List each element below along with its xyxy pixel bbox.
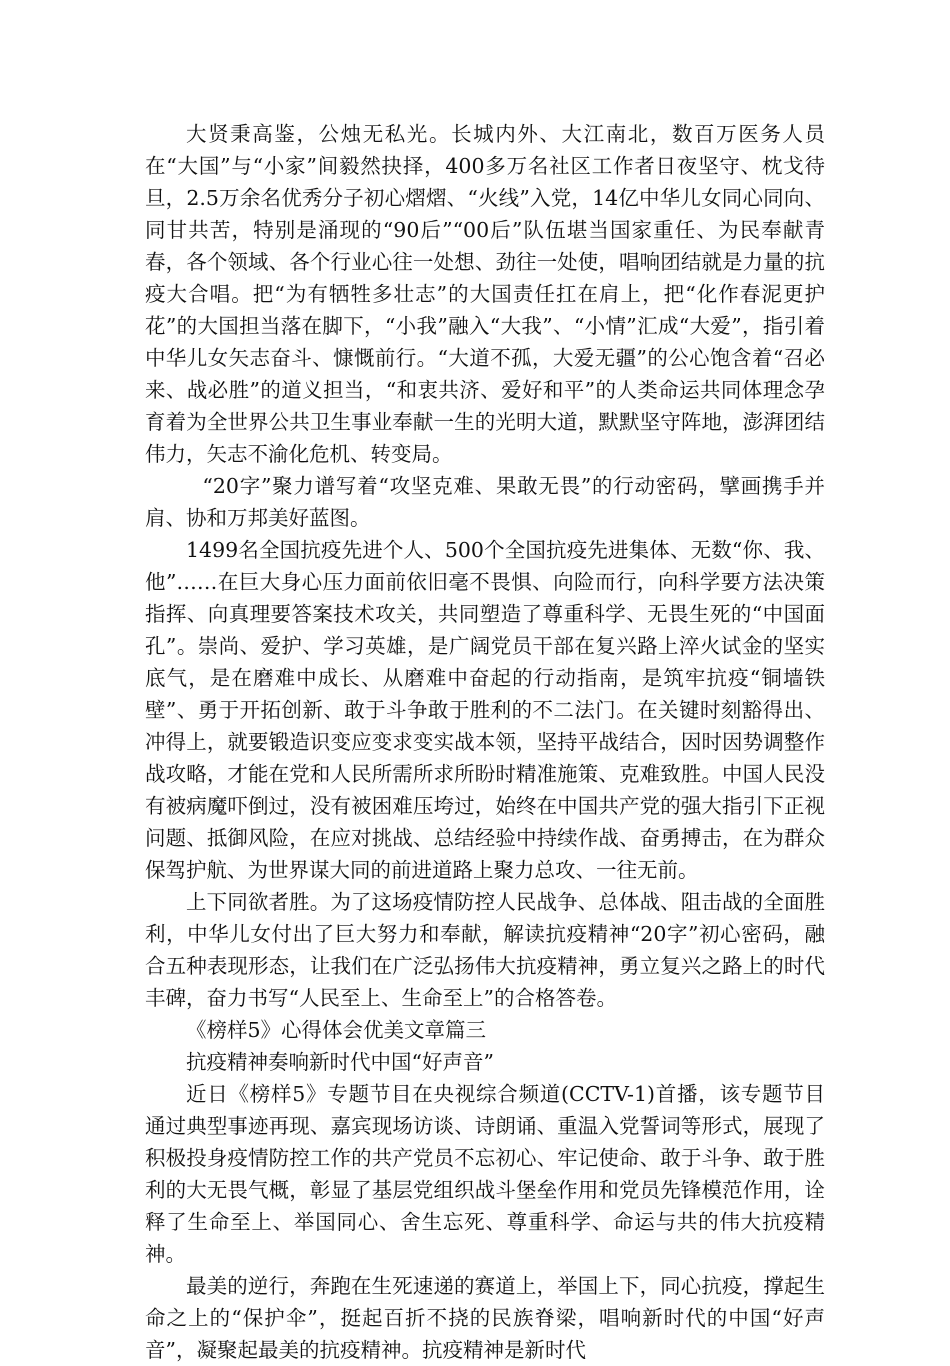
article-title: 抗疫精神奏响新时代中国“好声音” [186,1050,494,1074]
document-page [145,118,825,1366]
paragraph-2: “20字”聚力谱写着“攻坚克难、果敢无畏”的行动密码，擘画携手并肩、协和万邦美好蓝图。 [145,474,825,530]
paragraph-4: 上下同欲者胜。为了这场疫情防控人民战争、总体战、阻击战的全面胜利，中华儿女付出了巨大努力和奉献，解读抗疫精神“20字”初心密码，融合五种表现形态，让我们在广泛弘扬伟大抗疫精神，勇立复兴之路上的时代丰碑，奋力书写“人民至上、生命至上”的合格答卷。 [145,890,825,1010]
paragraph-6: 最美的逆行，奔跑在生死速递的赛道上，举国上下，同心抗疫，撑起生命之上的“保护伞”，挺起百折不挠的民族脊梁，唱响新时代的中国“好声音”，凝聚起最美的抗疫精神。抗疫精神是新时代 [145,1274,825,1362]
paragraph-3: 1499名全国抗疫先进个人、500个全国抗疫先进集体、无数“你、我、他”……在巨大身心压力面前依旧毫不畏惧、向险而行，向科学要方法决策指挥、向真理要答案技术攻关，共同塑造了尊重科学、无畏生死的“中国面孔”。崇尚、爱护、学习英雄，是广阔党员干部在复兴路上淬火试金的坚实底气，是在磨难中成长、从磨难中奋起的行动指南，是筑牢抗疫“铜墙铁壁”、勇于开拓创新、敢于斗争敢于胜利的不二法门。在关键时刻豁得出、冲得上，就要锻造识变应变求变实战本领，坚持平战结合，因时因势调整作战攻略，才能在党和人民所需所求所盼时精准施策、克难致胜。中国人民没有被病魔吓倒过，没有被困难压垮过，始终在中国共产党的强大指引下正视问题、抵御风险，在应对挑战、总结经验中持续作战、奋勇搏击，在为群众保驾护航、为世界谋大同的前进道路上聚力总攻、一往无前。 [145,538,825,882]
paragraph-1: 大贤秉高鉴，公烛无私光。长城内外、大江南北，数百万医务人员在“大国”与“小家”间毅然抉择，400多万名社区工作者日夜坚守、枕戈待旦，2.5万余名优秀分子初心熠熠、“火线”入党，14亿中华儿女同心同向、同甘共苦，特别是涌现的“90后”“00后”队伍堪当国家重任、为民奉献青春，各个领域、各个行业心往一处想、劲往一处使，唱响团结就是力量的抗疫大合唱。把“为有牺牲多壮志”的大国责任扛在肩上，把“化作春泥更护花”的大国担当落在脚下，“小我”融入“大我”、“小情”汇成“大爱”，指引着中华儿女矢志奋斗、慷慨前行。“大道不孤，大爱无疆”的公心饱含着“召必来、战必胜”的道义担当，“和衷共济、爱好和平”的人类命运共同体理念孕育着为全世界公共卫生事业奉献一生的光明大道，默默坚守阵地，澎湃团结伟力，矢志不渝化危机、转变局。 [145,122,825,466]
section-title: 《榜样5》心得体会优美文章篇三 [186,1018,487,1042]
paragraph-5: 近日《榜样5》专题节目在央视综合频道(CCTV-1)首播，该专题节目通过典型事迹再现、嘉宾现场访谈、诗朗诵、重温入党誓词等形式，展现了积极投身疫情防控工作的共产党员不忘初心、牢记使命、敢于斗争、敢于胜利的大无畏气概，彰显了基层党组织战斗堡垒作用和党员先锋模范作用，诠释了生命至上、举国同心、舍生忘死、尊重科学、命运与共的伟大抗疫精神。 [145,1082,825,1266]
